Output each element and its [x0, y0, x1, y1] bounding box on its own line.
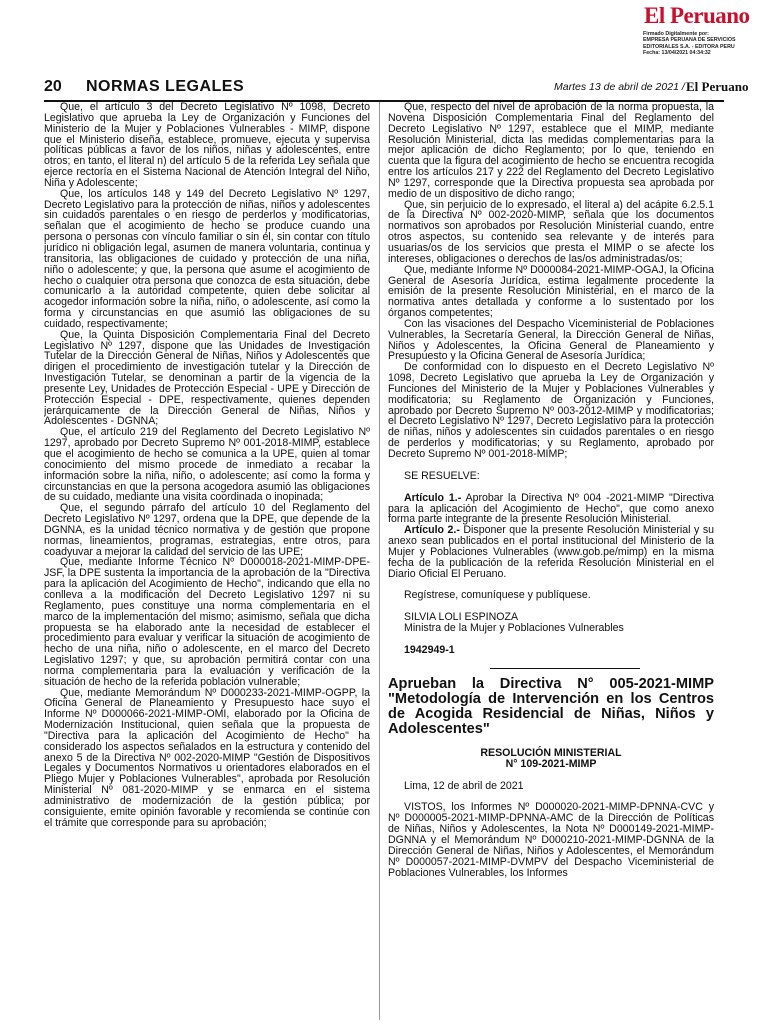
signature-line-2: EMPRESA PERUANA DE SERVICIOS: [643, 37, 736, 44]
header-paper-name: El Peruano: [686, 79, 749, 94]
digital-signature-block: [643, 31, 765, 56]
right-column: [388, 102, 714, 1020]
right-paragraph-3: Que, mediante Informe Nº D000084-2021-MIMP-OGAJ, la Oficina General de Asesoría Jurídica, estima legalmente procedente la emisión de la presente Resolución Ministerial, en el marco de la normativa antes detallada y conforme a lo sustentado por los órganos competentes;: [388, 263, 714, 320]
article-2-text: Disponer que la presente Resolución Ministerial y su anexo sean publicados en el portal institucional del Ministerio de la Mujer y Poblaciones Vulnerables (www.gob.pe/mimp) en la misma fecha de la publicación de la referida Resolución Ministerial en el Diario Oficial El Peruano.: [388, 524, 714, 580]
signer-name: SILVIA LOLI ESPINOZA: [404, 611, 519, 624]
article-1: [388, 493, 714, 526]
header-date: Martes 13 de abril de 2021 /: [554, 81, 685, 93]
article-2: [388, 525, 714, 579]
signature-line-4: Fecha: 13/04/2021 04:34:32: [643, 49, 711, 56]
signer-title: Ministra de la Mujer y Poblaciones Vulnerables: [404, 622, 624, 635]
right-paragraph-1: Que, respecto del nivel de aprobación de la norma propuesta, la Novena Disposición Complementaria Final del Reglamento del Decreto Legislativo Nº 1297, establece que el MIMP, mediante Resolución Ministerial, dicta las medidas complementarias para la mejor aplicación de dicho Reglamento; por lo que, teniendo en cuenta que la figura del acogimiento de hecho se encuentra recogida entre los artículos 217 y 222 del Reglamento del Decreto Legislativo Nº 1297, corresponde que la Directiva propuesta sea aprobada por medio de un dispositivo de dicho rango;: [388, 102, 714, 200]
el-peruano-logo: El Peruano: [644, 3, 750, 28]
column-divider: [379, 102, 380, 1020]
section-separator: [490, 668, 640, 669]
article-1-label: Artículo 1.-: [404, 491, 462, 504]
second-norm-title: Aprueban la Directiva N° 005-2021-MIMP "Metodología de Intervención en los Centros de Acogida Residencial de Niñas, Niños y Adolescentes": [388, 675, 714, 738]
left-paragraph-4: Que, el artículo 219 del Reglamento del Decreto Legislativo Nº 1297, aprobado por Decreto Supremo Nº 001-2018-MIMP, establece que el acogimiento de hecho se comunica a la UPE, quien al tomar conocimiento del mismo procede de inmediato a recabar la información sobre la niña, niño, o adolescente; así como la forma y circunstancias en que la persona acogedora asumió las obligaciones de su cuidado, mediante una visita coordinada o inopinada;: [44, 426, 370, 504]
left-paragraph-6: Que, mediante Informe Técnico Nº D000018-2021-MIMP-DPE-JSF, la DPE sustenta la importancia de la aprobación de la "Directiva para la aplicación del Acogimiento de Hecho", indicando que ella no conlleva a la modificación del Decreto Legislativo 1297 ni su Reglamento, pues constituye una norma complementaria en el marco de la implementación del mismo; asimismo, señala que dicha propuesta se ha elaborado ante la necesidad de establecer el procedimiento para evaluar y verificar la situación de acogimiento de hecho de una niña, niño o adolescente, en el marco del Decreto Legislativo 1297; y que, su aprobación permitirá contar con una norma complementaria para la evaluación y verificación de la situación de hecho de la referida población vulnerable;: [44, 556, 370, 688]
article-2-label: Artículo 2.-: [404, 524, 460, 537]
right-paragraph-5: De conformidad con lo dispuesto en el Decreto Legislativo Nº 1098, Decreto Legislativo que aprueba la Ley de Organización y Funciones del Ministerio de la Mujer y Poblaciones Vulnerables y modificatoria; su Reglamento de Organización y Funciones, aprobado por Decreto Supremo Nº 003-2012-MIMP y modificatorias; el Decreto Legislativo Nº 1297, Decreto Legislativo para la protección de niñas, niños y adolescentes sin cuidados parentales o en riesgo de perderlos y modificatorias; y su Reglamento, aprobado por Decreto Supremo Nº 001-2018-MIMP;: [388, 361, 714, 460]
left-paragraph-5: Que, el segundo párrafo del artículo 10 del Reglamento del Decreto Legislativo Nº 1297, ordena que la DPE, que depende de la DGNNA, es la unidad técnico normativa y de gestión que propone normas, lineamientos, programas, estrategias, entre otros, para coadyuvar a mejorar la calidad del servicio de las UPE;: [44, 502, 370, 558]
vistos-paragraph: VISTOS, los Informes Nº D000020-2021-MIMP-DPNNA-CVC y Nº D000005-2021-MIMP-DPNNA-AMC de la Dirección de Políticas de Niñas, Niños y Adolescentes, la Nota Nº D000149-2021-MIMP-DGNNA y el Memorándum Nº D000210-2021-MIMP-DGNNA de la Dirección General de Niñas, Niños y Adolescentes, el Memorándum Nº D000057-2021-MIMP-DVMPV del Despacho Viceministerial de Poblaciones Vulnerables, los Informes: [388, 801, 714, 879]
article-1-text: Aprobar la Directiva Nº 004 -2021-MIMP "Directiva para la aplicación del Acogimiento de Hecho", que como anexo forma parte integrante de la presente Resolución Ministerial.: [388, 491, 714, 526]
masthead: [0, 0, 768, 74]
left-paragraph-7: Que, mediante Memorándum Nº D000233-2021-MIMP-OGPP, la Oficina General de Planeamiento y Presupuesto hace suyo el Informe Nº D000066-2021-MIMP-OMI, elaborado por la Oficina de Modernización Institucional, quien señala que la propuesta de "Directiva para la aplicación del Acogimiento de Hecho" ha considerado los aspectos señalados en la estructura y contenido del anexo 5 de la Directiva Nº 002-2020-MIMP "Gestión de Dispositivos Legales y Documentos Normativos u orientadores elaborados en el Pliego Mujer y Poblaciones Vulnerables", aprobada por Resolución Ministerial Nº 081-2020-MIMP y se enmarca en el sistema administrativo de modernización de la gestión pública; por consiguiente, emite opinión favorable y recomienda se continúe con el trámite que corresponde para su aprobación;: [44, 686, 370, 829]
resolution-label: RESOLUCIÓN MINISTERIAL: [480, 746, 622, 759]
section-title: NORMAS LEGALES: [86, 78, 245, 95]
signature-line-1: Firmado Digitalmente por:: [643, 31, 709, 37]
resolution-number: N° 109-2021-MIMP: [505, 757, 597, 770]
signature-line-3: EDITORIALES S.A. - EDITORA PERU: [643, 43, 735, 50]
right-paragraph-2: Que, sin perjuicio de lo expresado, el literal a) del acápite 6.2.5.1 de la Directiva Nº 002-2020-MIMP, señala que los documentos normativos son aprobados por Resolución Ministerial cuando, entre otros aspectos, su contenido sea relevante y de interés para usuarias/os de los servicios que presta el MIMP o se afecte los intereses, obligaciones o derechos de las/os administradas/os;: [388, 198, 714, 265]
page-number: 20: [44, 78, 62, 95]
left-paragraph-1: Que, el artículo 3 del Decreto Legislativo Nº 1098, Decreto Legislativo que aprueba la Ley de Organización y Funciones del Ministerio de la Mujer y Poblaciones Vulnerables - MIMP, dispone que el Ministerio diseña, establece, promueve, ejecuta y supervisa políticas públicas a favor de los niños, niñas y adolescentes, entre otros; en tanto, el literal n) del artículo 5 de la referida Ley señala que ejerce rectoría en el Sistema Nacional de Atención Integral del Niño, Niña y Adolescente;: [44, 102, 370, 189]
left-column: [44, 102, 370, 1020]
right-paragraph-4: Con las visaciones del Despacho Viceministerial de Poblaciones Vulnerables, la Secretaría General, la Dirección General de Niñas, Niños y Adolescentes, la Oficina General de Planeamiento y Presupuesto y la Oficina General de Asesoría Jurídica;: [388, 317, 714, 363]
se-resuelve: SE RESUELVE:: [404, 469, 480, 482]
reference-number: 1942949-1: [404, 643, 455, 656]
closing-formula: Regístrese, comuníquese y publíquese.: [404, 589, 591, 602]
left-paragraph-2: Que, los artículos 148 y 149 del Decreto Legislativo Nº 1297, Decreto Legislativo para la protección de niñas, niños y adolescentes sin cuidados parentales o en riesgo de perderlos y modificatorias, señalan que el acogimiento de hecho se produce cuando una persona o personas con vínculo familiar o sin él, sin contar con título jurídico ni obligación legal, asumen de manera voluntaria, continua y transitoria, las obligaciones de cuidado y protección de una niña, niño o adolescente; y que, la persona que asume el acogimiento de hecho o cualquier otra persona que conozca de esta situación, debe comunicarlo a la autoridad competente, quien debe solicitar al acogedor información sobre la niña, niño, o adolescente, así como la forma y circunstancias en que asumió las obligaciones de su cuidado, respectivamente;: [44, 187, 370, 330]
left-paragraph-3: Que, la Quinta Disposición Complementaria Final del Decreto Legislativo Nº 1297, dispone que las Unidades de Investigación Tutelar de la Dirección General de Niñas, Niños y Adolescentes que dirigen el procedimiento de investigación tutelar y la Dirección de Investigación Tutelar, se denominan a partir de la vigencia de la presente Ley, Unidades de Protección Especial - UPE y Dirección de Protección Especial - DPE, respectivamente, quienes dependen jerárquicamente de la Dirección General de Niñas, Niños y Adolescentes - DGNNA;: [44, 328, 370, 428]
page-header: [44, 78, 749, 102]
place-date: Lima, 12 de abril de 2021: [404, 779, 524, 792]
